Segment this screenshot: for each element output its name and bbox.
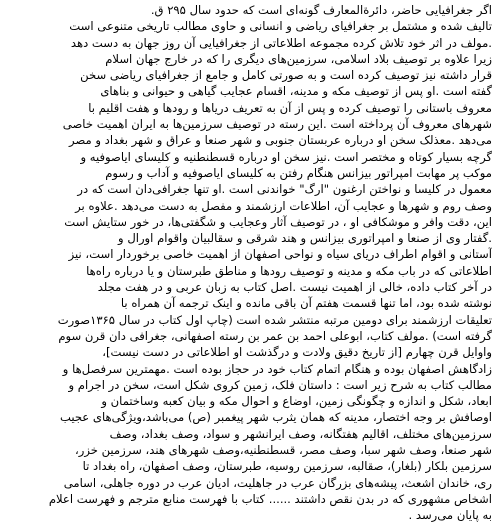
text-line: وصف روم و شهرها و عجایب آن، اطلاعات ارزشمند و مفصل به دست می‌دهد .علاوه بر bbox=[75, 198, 492, 213]
text-line: گرفته است) .مولف کتاب، ابوعلی احمد بن عمر بن رسته اصفهانی، جغرافی دان قرن سوم bbox=[58, 328, 492, 343]
text-line: تالیف شده و مشتمل بر جغرافیای ریاضی و انسانی و حاوی مطالب تاریخی متنوعی است bbox=[69, 19, 492, 34]
text-line: سرزمین بلکار (بلغار)، صقالبه، سرزمین روسیه، طبرستان، وصف اصفهان، راه بغداد تا bbox=[82, 459, 492, 474]
text-line: آستانی و اقوام اطراف دریای سیاه و نواحی اصفهان از اهمیت خاصی برخوردار است، نیز bbox=[68, 247, 492, 262]
text-line: شهر صنعا، وصف شهر سبا، وصف مصر، قسطنطنیه،وصف شهرهای هند، سرزمین خزر، bbox=[74, 443, 492, 458]
text-line: مطالب کتاب به شرح زیر است : داستان فلک، زمین کروی شکل است، سخن در اجرام و bbox=[68, 377, 492, 392]
text-line: معمول در کلیسا و نواختن ارغنون "ارگ" خواندنی است .او تنها جغرافی‌دان است که در bbox=[77, 182, 492, 197]
text-line: اشخاص مشهوری که در بدن نقص داشتند ...... کتاب با فهرست منابع مترجم و فهرست اعلام bbox=[48, 491, 492, 506]
text-line: قرار داشته نیز توصیف کرده است و به صورتی کامل و جامع از جغرافیای ریاضی سخن bbox=[80, 68, 492, 83]
text-line: گرچه بسیار کوتاه و مختصر است .نیز سخن او درباره قسطنطنیه و کلیسای ایاصوفیه و bbox=[80, 149, 492, 164]
text-line: شهرهای معروف آن پرداخته است .این رسته در توصیف سرزمین‌ها به ایران اهمیت خاصی bbox=[62, 117, 492, 132]
text-line: معروف باستانی را توصیف کرده و پس از آن به تعریف دریاها و رودها و هفت اقلیم با bbox=[88, 100, 492, 115]
text-line: .گفتار وی از صنعا و امپراتوری بیزانس و هند شرقی و سقالبیان واقوام اورال و bbox=[118, 231, 492, 246]
text-line: نوشته شده بود، اما تنها قسمت هفتم آن باقی مانده و اینک ترجمه آن همراه با bbox=[120, 296, 492, 311]
text-line: اوصافش بر وجه اختصار، مدینه که همان یثرب شهر پیغمبر (ص) می‌باشد،ویژگی‌های عجیب bbox=[59, 410, 492, 425]
text-line: اطلاعاتی که در باب مکه و مدینه و توصیف رودها و مناطق طبرستان و یا درباره راه‌ها bbox=[86, 263, 492, 278]
text-line: در آخر کتاب داده، خالی از اهمیت نیست .اصل کتاب به زبان عربی و در هفت مجلد bbox=[97, 280, 492, 295]
text-line: زیرا علاوه بر توصیف بلاد اسلامی، سرزمین‌های دیگری را که در خارج جهان اسلام bbox=[105, 51, 492, 66]
text-line: اگر جغرافیایی حاضر، دائرةالمعارف گونه‌ای است که حدود سال ۲۹۵ ق. bbox=[150, 3, 492, 17]
text-line: تعلیقات ارزشمند برای دومین مرتبه منتشر شده است (چاپ اول کتاب در سال ۱۳۶۵صورت bbox=[57, 312, 492, 327]
text-line: موکب پر مهابت امپراتور بیزانس هنگام رفتن به کلیسای ایاصوفیه و آداب و رسوم bbox=[105, 165, 492, 180]
text-line: گفته است .او پس از توصیف مکه و مدینه، اقسام عجایب گیاهی و حیوانی و بناهای bbox=[100, 84, 492, 99]
text-line: این، دقت وافر و موشکافی او ، در توصیف آثار وعجایب و شگفتی‌ها، در خور ستایش است bbox=[64, 214, 492, 229]
text-line: ابعاد، شکل و اندازه و چگونگی زمین، اوضاع و احوال مکه و بیان کعبه وساختمان و bbox=[101, 394, 492, 409]
text-line: واوایل قرن چهارم [از تاریخ دقیق ولادت و درگذشت او اطلاعاتی در دست نیست]، bbox=[102, 345, 492, 360]
text-line: به پایان می‌رسد . bbox=[408, 508, 492, 523]
text-line: .مولف در اثر خود تلاش کرده مجموعه اطلاعاتی از جغرافیایی آن روز جهان به دست دهد bbox=[70, 35, 492, 50]
text-line: سرزمین‌های مختلف، اقالیم هفتگانه، وصف ایرانشهر و سواد، وصف بغداد، وصف bbox=[109, 426, 492, 441]
text-line: ری، خاندان اشعث، پیشه‌های بزرگان عرب در جاهلیت، ادیان عرب در دوره جاهلی، اسامی bbox=[63, 475, 492, 490]
text-line: می‌دهد .معذلک سخن او درباره عربستان جنوبی و شهر صنعا و عراق و شهر بغداد و مصر bbox=[69, 133, 492, 148]
document-body bbox=[4, 2, 492, 524]
text-line: زادگاهش اصفهان بوده و هنگام اتمام کتاب خود در حجاز بوده است .مهمترین سرفصل‌ها و bbox=[62, 361, 492, 376]
